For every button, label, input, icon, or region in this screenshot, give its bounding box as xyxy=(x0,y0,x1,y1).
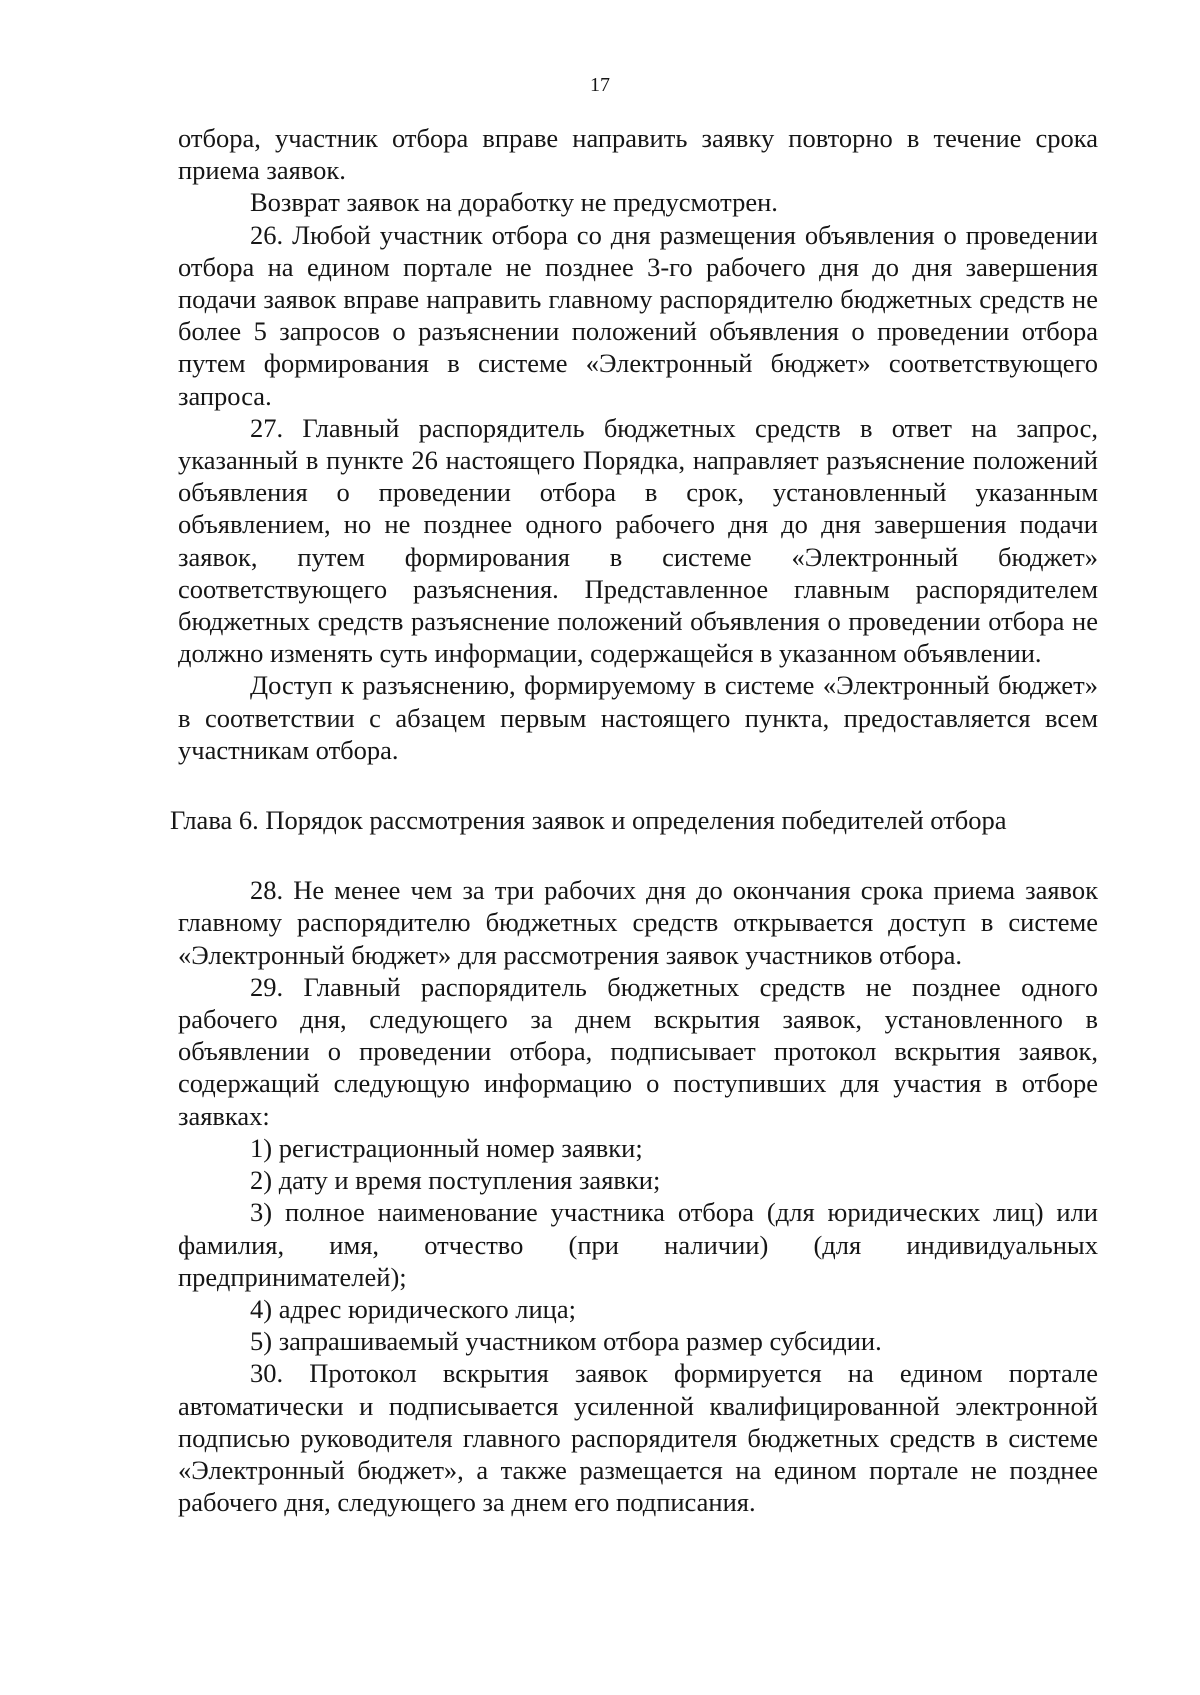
list-item-5: 5) запрашиваемый участником отбора размер субсидии. xyxy=(250,1326,882,1357)
list-item-1: 1) регистрационный номер заявки; xyxy=(250,1132,643,1163)
paragraph-26: 26. Любой участник отбора со дня размещения объявления о проведении отбора на едином портале не позднее 3-го рабочего дня до дня завершения подачи заявок вправе направить главному распорядителю бюджетных средств не более 5 запросов о разъяснении положений объявления о проведении отбора путем формирования в системе «Электронный бюджет» соответствующего запроса. xyxy=(178,219,1098,411)
section-after-heading xyxy=(178,874,1098,1518)
paragraph-27: 27. Главный распорядитель бюджетных средств в ответ на запрос, указанный в пункте 26 настоящего Порядка, направляет разъяснение положений объявления о проведении отбора в срок, установленный указанным объявлением, но не позднее одного рабочего дня до дня завершения подачи заявок, путем формирования в системе «Электронный бюджет» соответствующего разъяснения. Представленное главным распорядителем бюджетных средств разъяснение положений объявления о проведении отбора не должно изменять суть информации, содержащейся в указанном объявлении. xyxy=(178,412,1098,669)
paragraph-29: 29. Главный распорядитель бюджетных средств не позднее одного рабочего дня, следующего за днем вскрытия заявок, установленного в объявлении о проведении отбора, подписывает протокол вскрытия заявок, содержащий следующую информацию о поступивших для участия в отборе заявках: xyxy=(178,971,1098,1131)
paragraph-28: 28. Не менее чем за три рабочих дня до окончания срока приема заявок главному распорядителю бюджетных средств открывается доступ в системе «Электронный бюджет» для рассмотрения заявок участников отбора. xyxy=(178,875,1098,970)
list-item-4: 4) адрес юридического лица; xyxy=(250,1293,576,1324)
paragraph-continuation: отбора, участник отбора вправе направить заявку повторно в течение срока приема заявок. xyxy=(178,123,1098,186)
chapter-heading: Глава 6. Порядок рассмотрения заявок и определения победителей отбора xyxy=(170,805,1007,836)
section-before-heading xyxy=(178,122,1098,766)
paragraph-no-rework: Возврат заявок на доработку не предусмотрен. xyxy=(250,187,778,218)
list-item-3: 3) полное наименование участника отбора (для юридических лиц) или фамилия, имя, отчество (при наличии) (для индивидуальных предпринимателей); xyxy=(178,1197,1098,1292)
paragraph-27-access: Доступ к разъяснению, формируемому в системе «Электронный бюджет» в соответствии с абзацем первым настоящего пункта, предоставляется всем участникам отбора. xyxy=(178,670,1098,765)
list-item-2: 2) дату и время поступления заявки; xyxy=(250,1165,661,1196)
paragraph-30: 30. Протокол вскрытия заявок формируется на едином портале автоматически и подписывается усиленной квалифицированной электронной подписью руководителя главного распорядителя бюджетных средств в системе «Электронный бюджет», а также размещается на едином портале не позднее рабочего дня, следующего за днем его подписания. xyxy=(178,1358,1098,1518)
document-body xyxy=(170,122,1098,1518)
page-number: 17 xyxy=(590,74,610,96)
